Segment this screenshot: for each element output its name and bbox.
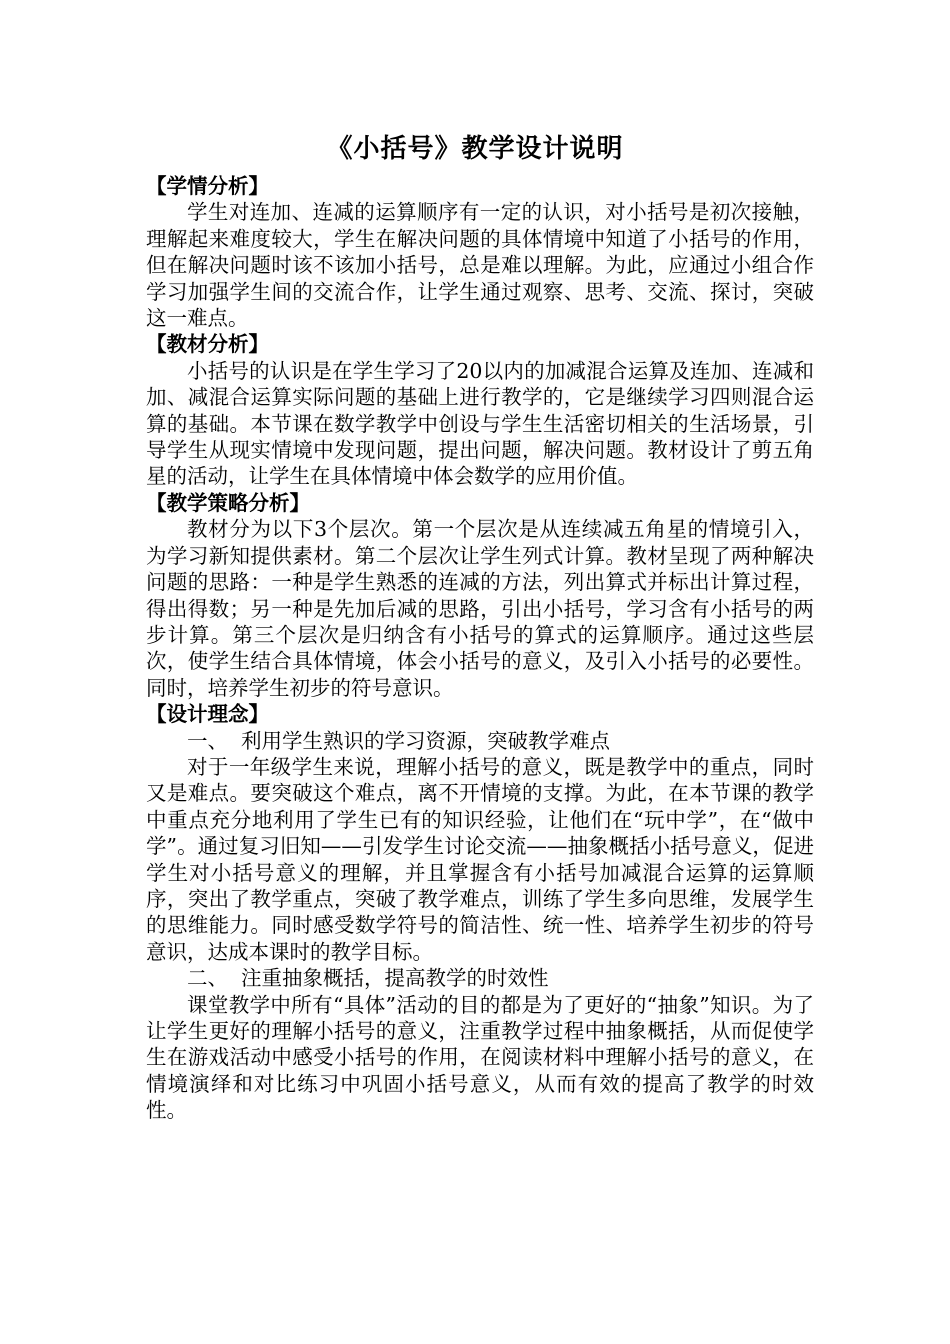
paragraph-student-analysis: 学生对连加、连减的运算顺序有一定的认识，对小括号是初次接触，理解起来难度较大，学生在解决问题的具体情境中知道了小括号的作用，但在解决问题时该不该加小括号，总是难以理解。为此，应通过小组合作学习加强学生间的交流合作，让学生通过观察、思考、交流、探讨，突破这一难点。 [146, 200, 814, 331]
section-heading-textbook-analysis: 【教材分析】 [146, 332, 269, 357]
document-title: 《小括号》教学设计说明 [326, 134, 624, 164]
section-heading-design-concept: 【设计理念】 [146, 702, 269, 727]
paragraph-textbook-analysis: 小括号的认识是在学生学习了20以内的加减混合运算及连加、连减和加、减混合运算实际问题的基础上进行教学的，它是继续学习四则混合运算的基础。本节课在数学教学中创设与学生生活密切相关的生活场景，引导学生从现实情境中发现问题，提出问题，解决问题。教材设计了剪五角星的活动，让学生在具体情境中体会数学的应用价值。 [146, 358, 814, 489]
paragraph-strategy-analysis: 教材分为以下3个层次。第一个层次是从连续减五角星的情境引入，为学习新知提供素材。第二个层次让学生列式计算。教材呈现了两种解决问题的思路：一种是学生熟悉的连减的方法，列出算式并标出计算过程，得出得数；另一种是先加后减的思路，引出小括号，学习含有小括号的两步计算。第三个层次是归纳含有小括号的算式的运算顺序。通过这些层次，使学生结合具体情境，体会小括号的意义，及引入小括号的必要性。同时，培养学生初步的符号意识。 [146, 517, 814, 700]
paragraph-design-point-1: 对于一年级学生来说，理解小括号的意义，既是教学中的重点，同时又是难点。要突破这个难点，离不开情境的支撑。为此，在本节课的教学中重点充分地利用了学生已有的知识经验，让他们在“玩中学”，在“做中学”。通过复习旧知——引发学生讨论交流——抽象概括小括号意义，促进学生对小括号意义的理解，并且掌握含有小括号加减混合运算的运算顺序，突出了教学重点，突破了教学难点，训练了学生多向思维，发展学生的思维能力。同时感受数学符号的简洁性、统一性、培养学生初步的符号意识，达成本课时的教学目标。 [146, 754, 814, 964]
section-heading-student-analysis: 【学情分析】 [146, 174, 269, 198]
design-point-2-heading: 二、 注重抽象概括，提高教学的时效性 [187, 966, 549, 991]
section-heading-strategy-analysis: 【教学策略分析】 [146, 490, 310, 515]
paragraph-design-point-2: 课堂教学中所有“具体”活动的目的都是为了更好的“抽象”知识。为了让学生更好的理解小括号的意义，注重教学过程中抽象概括，从而促使学生在游戏活动中感受小括号的作用，在阅读材料中理解小括号的意义，在情境演绎和对比练习中巩固小括号意义，从而有效的提高了教学的时效性。 [146, 992, 814, 1123]
document-body [146, 173, 814, 1124]
design-point-1-heading: 一、 利用学生熟识的学习资源，突破教学难点 [187, 728, 611, 753]
